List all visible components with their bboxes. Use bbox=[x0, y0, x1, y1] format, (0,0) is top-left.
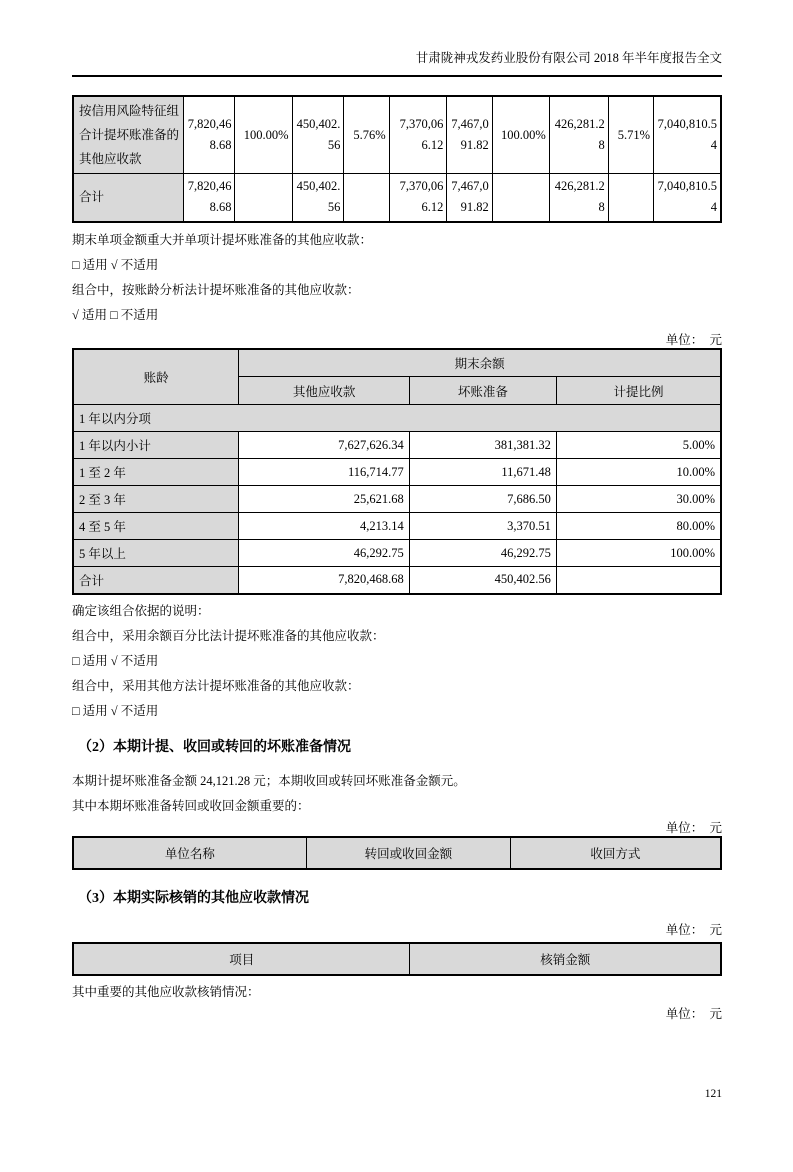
table-cell: 450,402.56 bbox=[292, 174, 344, 222]
note-line: 组合中，采用余额百分比法计提坏账准备的其他应收款： bbox=[72, 628, 385, 643]
bad-debt-cell: 7,686.50 bbox=[409, 486, 556, 513]
table-cell: 7,820,468.68 bbox=[183, 96, 235, 174]
important-writeoff-paragraph: 其中重要的其他应收款核销情况： bbox=[72, 984, 260, 999]
group-row bbox=[73, 405, 721, 432]
row-label-cell: 按信用风险特征组合计提坏账准备的其他应收款 bbox=[73, 96, 183, 174]
table-cell: 7,040,810.54 bbox=[654, 174, 721, 222]
table-header-row bbox=[73, 349, 721, 377]
age-cell: 1 年以内小计 bbox=[73, 432, 239, 459]
column-header-writeoff-amount: 核销金额 bbox=[410, 943, 721, 975]
aging-analysis-table bbox=[72, 348, 722, 595]
amount-cell: 7,820,468.68 bbox=[239, 567, 409, 594]
recovery-note-paragraph: 其中本期坏账准备转回或收回金额重要的： bbox=[72, 798, 310, 813]
credit-risk-table bbox=[72, 95, 722, 223]
unit-label: 单位： 元 bbox=[665, 1006, 722, 1021]
table-row bbox=[73, 432, 721, 459]
provision-amount-paragraph: 本期计提坏账准备金额 24,121.28 元；本期收回或转回坏账准备金额元。 bbox=[72, 773, 466, 788]
table-row bbox=[73, 486, 721, 513]
age-cell: 5 年以上 bbox=[73, 540, 239, 567]
ratio-cell: 100.00% bbox=[556, 540, 721, 567]
document-header-title: 甘肃陇神戎发药业股份有限公司 2018 年半年度报告全文 bbox=[72, 50, 722, 77]
amount-cell: 46,292.75 bbox=[239, 540, 409, 567]
table-cell: 450,402.56 bbox=[292, 96, 344, 174]
table-cell bbox=[492, 174, 549, 222]
page-number: 121 bbox=[704, 1088, 722, 1100]
table-cell: 7,467,091.82 bbox=[447, 96, 492, 174]
note-line: 期末单项金额重大并单项计提坏账准备的其他应收款： bbox=[72, 232, 373, 247]
table-cell: 7,370,066.12 bbox=[389, 174, 447, 222]
total-row-label: 合计 bbox=[73, 567, 239, 594]
table-cell: 100.00% bbox=[492, 96, 549, 174]
unit-label: 单位： 元 bbox=[665, 332, 722, 347]
table-cell bbox=[344, 174, 389, 222]
column-header-ratio: 计提比例 bbox=[556, 377, 721, 405]
table-row bbox=[73, 174, 721, 222]
report-page bbox=[0, 50, 793, 1172]
applicability-line: □ 适用 √ 不适用 bbox=[72, 703, 159, 718]
table-cell: 5.76% bbox=[344, 96, 389, 174]
table-header-row bbox=[73, 837, 721, 869]
column-header-bad-debt: 坏账准备 bbox=[409, 377, 556, 405]
recovery-table bbox=[72, 836, 722, 870]
table-cell bbox=[608, 174, 653, 222]
column-header-recovery-amount: 转回或收回金额 bbox=[306, 837, 510, 869]
column-header-other-receivables: 其他应收款 bbox=[239, 377, 409, 405]
column-header-age: 账龄 bbox=[73, 349, 239, 405]
unit-label: 单位： 元 bbox=[665, 922, 722, 937]
bad-debt-cell: 3,370.51 bbox=[409, 513, 556, 540]
table-cell: 7,370,066.12 bbox=[389, 96, 447, 174]
column-header-recovery-method: 收回方式 bbox=[510, 837, 721, 869]
notes-after-credit bbox=[72, 232, 722, 323]
applicability-line: √ 适用 □ 不适用 bbox=[72, 307, 159, 322]
column-header-unit-name: 单位名称 bbox=[73, 837, 306, 869]
group-row-label: 1 年以内分项 bbox=[73, 405, 721, 432]
amount-cell: 7,627,626.34 bbox=[239, 432, 409, 459]
table-cell: 7,820,468.68 bbox=[183, 174, 235, 222]
note-line: 确定该组合依据的说明： bbox=[72, 603, 210, 618]
table-cell: 426,281.28 bbox=[549, 96, 608, 174]
applicability-line: □ 适用 √ 不适用 bbox=[72, 257, 159, 272]
bad-debt-cell: 450,402.56 bbox=[409, 567, 556, 594]
table-header-row bbox=[73, 943, 721, 975]
ratio-cell bbox=[556, 567, 721, 594]
amount-cell: 4,213.14 bbox=[239, 513, 409, 540]
amount-cell: 25,621.68 bbox=[239, 486, 409, 513]
table-row bbox=[73, 540, 721, 567]
note-line: 组合中，按账龄分析法计提坏账准备的其他应收款： bbox=[72, 282, 360, 297]
table-row bbox=[73, 459, 721, 486]
writeoff-table bbox=[72, 942, 722, 976]
age-cell: 2 至 3 年 bbox=[73, 486, 239, 513]
bad-debt-cell: 11,671.48 bbox=[409, 459, 556, 486]
page-content bbox=[0, 50, 793, 1022]
section-heading-2: （2）本期计提、收回或转回的坏账准备情况 bbox=[78, 739, 351, 755]
notes-after-aging bbox=[72, 603, 722, 719]
ratio-cell: 30.00% bbox=[556, 486, 721, 513]
column-header-item: 项目 bbox=[73, 943, 410, 975]
table-cell: 426,281.28 bbox=[549, 174, 608, 222]
section-heading-3: （3）本期实际核销的其他应收款情况 bbox=[78, 890, 309, 906]
table-row bbox=[73, 513, 721, 540]
applicability-line: □ 适用 √ 不适用 bbox=[72, 653, 159, 668]
ratio-cell: 80.00% bbox=[556, 513, 721, 540]
bad-debt-cell: 46,292.75 bbox=[409, 540, 556, 567]
table-cell: 5.71% bbox=[608, 96, 653, 174]
row-label-cell: 合计 bbox=[73, 174, 183, 222]
ratio-cell: 5.00% bbox=[556, 432, 721, 459]
column-header-ending-balance: 期末余额 bbox=[239, 349, 721, 377]
table-row bbox=[73, 96, 721, 174]
bad-debt-cell: 381,381.32 bbox=[409, 432, 556, 459]
table-cell: 7,040,810.54 bbox=[654, 96, 721, 174]
table-cell: 100.00% bbox=[235, 96, 292, 174]
table-cell: 7,467,091.82 bbox=[447, 174, 492, 222]
amount-cell: 116,714.77 bbox=[239, 459, 409, 486]
table-cell bbox=[235, 174, 292, 222]
unit-label: 单位： 元 bbox=[665, 820, 722, 835]
age-cell: 1 至 2 年 bbox=[73, 459, 239, 486]
table-row bbox=[73, 567, 721, 594]
age-cell: 4 至 5 年 bbox=[73, 513, 239, 540]
ratio-cell: 10.00% bbox=[556, 459, 721, 486]
note-line: 组合中，采用其他方法计提坏账准备的其他应收款： bbox=[72, 678, 360, 693]
